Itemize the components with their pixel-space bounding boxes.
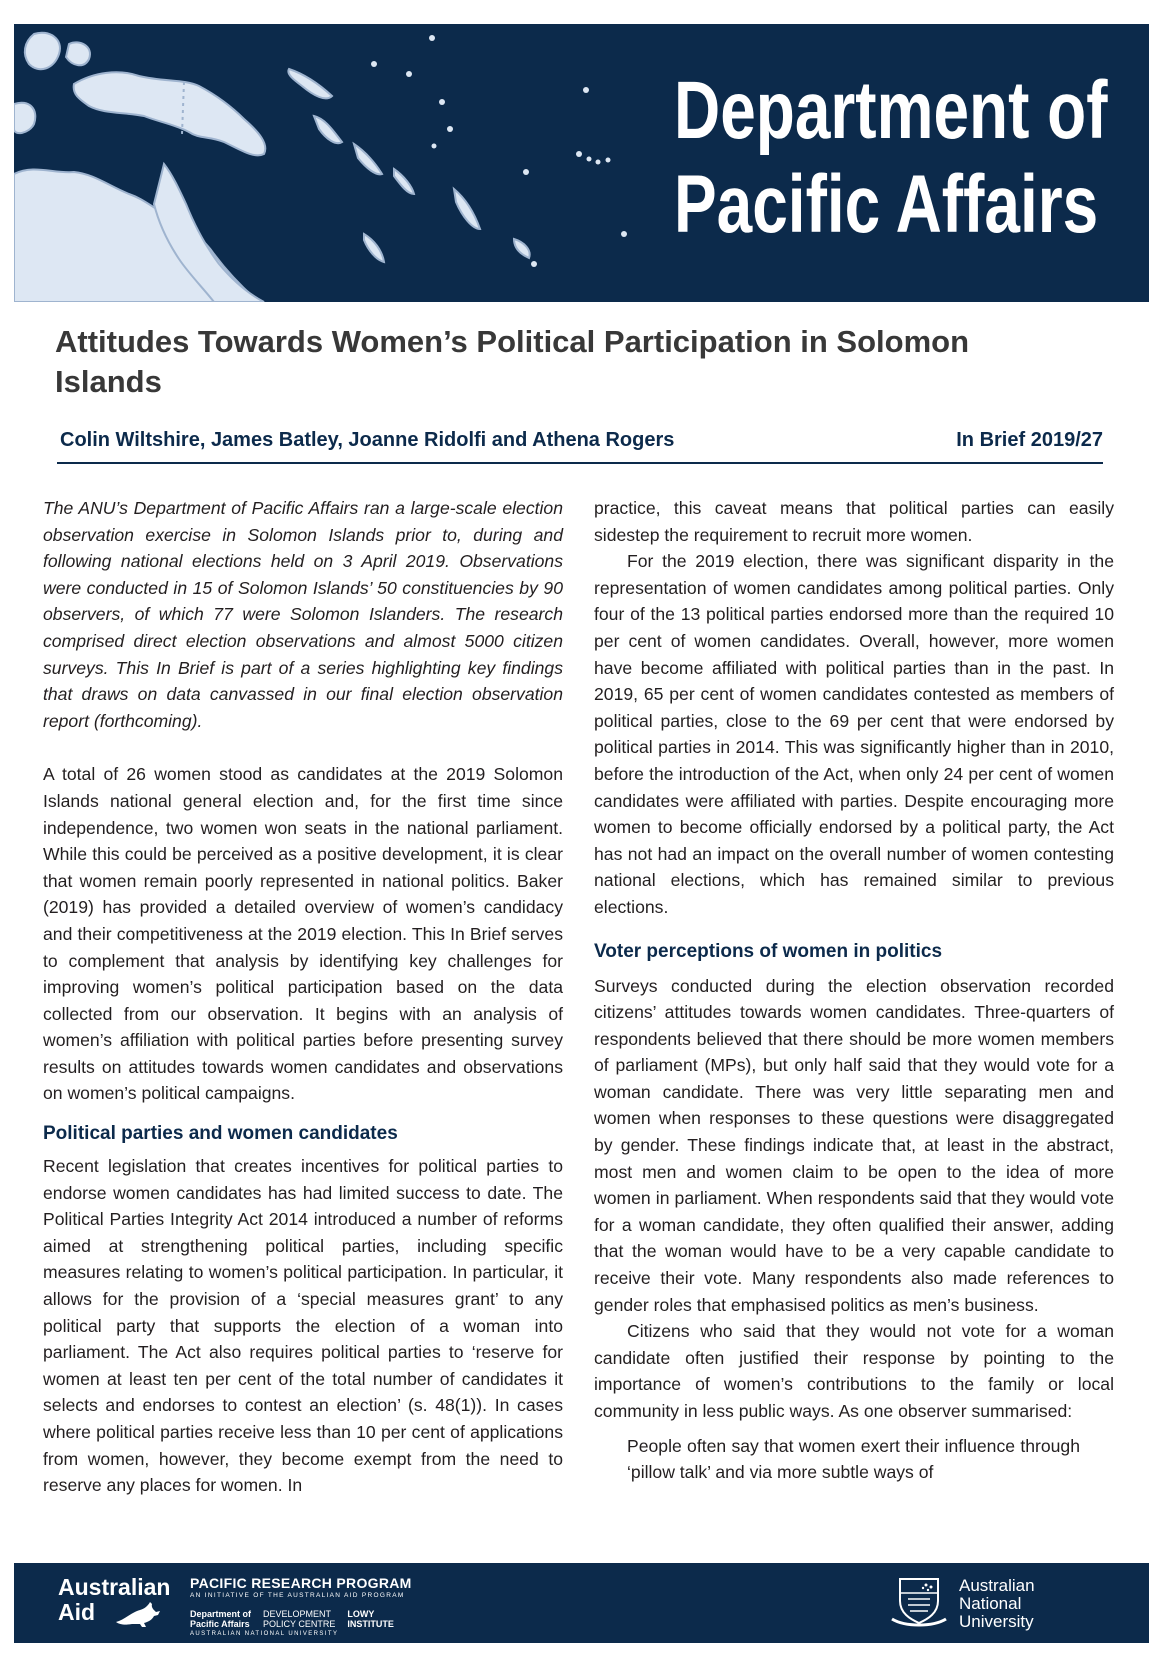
anu-small-caption: AUSTRALIAN NATIONAL UNIVERSITY	[190, 1631, 339, 1637]
prp-subtitle: AN INITIATIVE OF THE AUSTRALIAN AID PROGRAM	[190, 1592, 405, 1599]
series-number: In Brief 2019/27	[956, 429, 1103, 451]
dpc-logo-line2: POLICY CENTRE	[263, 1619, 336, 1629]
partner-logos	[190, 1609, 412, 1629]
prp-title: PACIFIC RESEARCH PROGRAM	[190, 1575, 412, 1591]
continued-paragraph: practice, this caveat means that political parties can easily sidestep the requirement to recruit more women.	[594, 498, 1114, 545]
authors: Colin Wiltshire, James Batley, Joanne Ridolfi and Athena Rogers	[60, 429, 675, 451]
anu-crest-icon	[890, 1575, 948, 1629]
anu-line2: National	[959, 1594, 1022, 1613]
section-heading-political-parties: Political parties and women candidates	[43, 1123, 398, 1145]
pacific-map-illustration	[14, 24, 654, 302]
surveys-paragraph: Surveys conducted during the election observation recorded citizens’ attitudes towards women candidates. Three-quarters of respondents believed that there should be more women members of parliament (MPs), but only half said that they would vote for a woman candidate. There was very little separating men and women when responses to these questions were disaggregated by gender. These findings indicate that, at least in the abstract, most men and women claim to be open to the idea of more women in parliament. When respondents said that they would vote for a woman candidate, they often qualified their answer, adding that the woman would have to be a very capable candidate to receive their vote. Many respondents also made references to gender roles that emphasised politics as men’s business.	[594, 975, 1114, 1315]
block-quote: People often say that women exert their influence through ‘pillow talk’ and via more subtle ways of	[627, 1435, 1080, 1483]
department-title-line1: Department of	[674, 65, 1108, 156]
footer-banner	[14, 1563, 1149, 1643]
kangaroo-icon	[114, 1600, 164, 1628]
intro-paragraph: A total of 26 women stood as candidates at the 2019 Solomon Islands national general election and, for the first time since independence, two women won seats in the national parliament. While this could be perceived as a positive development, it is clear that women remain poorly represented in national politics. Baker (2019) has provided a detailed overview of women’s candidacy and their competitiveness at the 2019 election. This In Brief serves to complement that analysis by identifying key challenges for improving women’s political participation based on the data collected from our observation. It begins with an analysis of women’s affiliation with political parties before presenting survey results on attitudes towards women candidates and observations on women’s political campaigns.	[43, 764, 563, 1104]
disparity-paragraph: For the 2019 election, there was significant disparity in the representation of women candidates among political parties. Only four of the 13 political parties endorsed more than the required 10 per cent of women candidates. Overall, however, more women have become affiliated with political parties than in the past. In 2019, 65 per cent of women candidates contested as members of political parties, close to the 69 per cent that were endorsed by political parties in 2014. This was significantly higher than in 2010, before the introduction of the Act, when only 24 per cent of women candidates were affiliated with parties. Despite encouraging more women to become officially endorsed by a political party, the Act has not had an impact on the overall number of women contesting national elections, which has remained similar to previous elections.	[594, 551, 1114, 917]
left-column	[43, 495, 563, 1499]
anu-logo-text	[959, 1577, 1035, 1631]
dpa-logo	[190, 1609, 251, 1629]
dpc-logo	[263, 1609, 335, 1629]
lowy-logo	[347, 1609, 394, 1629]
lowy-logo-line2: INSTITUTE	[347, 1619, 394, 1629]
right-column	[594, 495, 1114, 1486]
pacific-research-program-logo	[190, 1575, 412, 1637]
australian-aid-line1: Australian	[58, 1574, 171, 1600]
header-banner	[14, 24, 1149, 302]
dpa-logo-line1: Department of	[190, 1609, 252, 1619]
political-parties-paragraph: Recent legislation that creates incentives for political parties to endorse women candidates has had limited success to date. The Political Parties Integrity Act 2014 introduced a number of reforms aimed at strengthening political parties, including specific measures relating to women’s political participation. In particular, it allows for the provision of a ‘special measures grant’ to any political party that supports the election of a woman into parliament. The Act also requires political parties to ‘reserve for women at least ten per cent of the total number of candidates it selects and endorses to contest an election’ (s. 48(1)). In cases where political parties receive less than 10 per cent of applications from women, however, they become exempt from the need to reserve any places for women. In	[43, 1156, 563, 1496]
dpc-logo-line1: DEVELOPMENT	[263, 1609, 332, 1619]
byline	[57, 424, 1103, 464]
australian-aid-line2: Aid	[58, 1599, 96, 1625]
lowy-logo-line1: LOWY	[347, 1609, 375, 1619]
anu-line1: Australian	[959, 1576, 1035, 1595]
department-title-line2: Pacific Affairs	[674, 159, 1099, 250]
anu-line3: University	[959, 1612, 1034, 1631]
dpa-logo-line2: Pacific Affairs	[190, 1619, 250, 1629]
citizens-paragraph: Citizens who said that they would not vote for a woman candidate often justified their response by pointing to the importance of women’s contributions to the family or local community in less public ways. As one observer summarised:	[594, 1321, 1114, 1421]
document-title: Attitudes Towards Women’s Political Participation in Solomon Islands	[55, 324, 970, 399]
section-heading-voter-perceptions: Voter perceptions of women in politics	[594, 940, 943, 962]
abstract: The ANU’s Department of Pacific Affairs ran a large-scale election observation exercise in Solomon Islands prior to, during and following national elections held on 3 April 2019. Observations were conducted in 15 of Solomon Islands’ 50 constituencies by 90 observers, of which 77 were Solomon Islanders. The research comprised direct election observations and almost 5000 citizen surveys. This In Brief is part of a series highlighting key findings that draws on data canvassed in our final election observation report (forthcoming).	[43, 498, 563, 731]
department-title	[674, 64, 1108, 252]
